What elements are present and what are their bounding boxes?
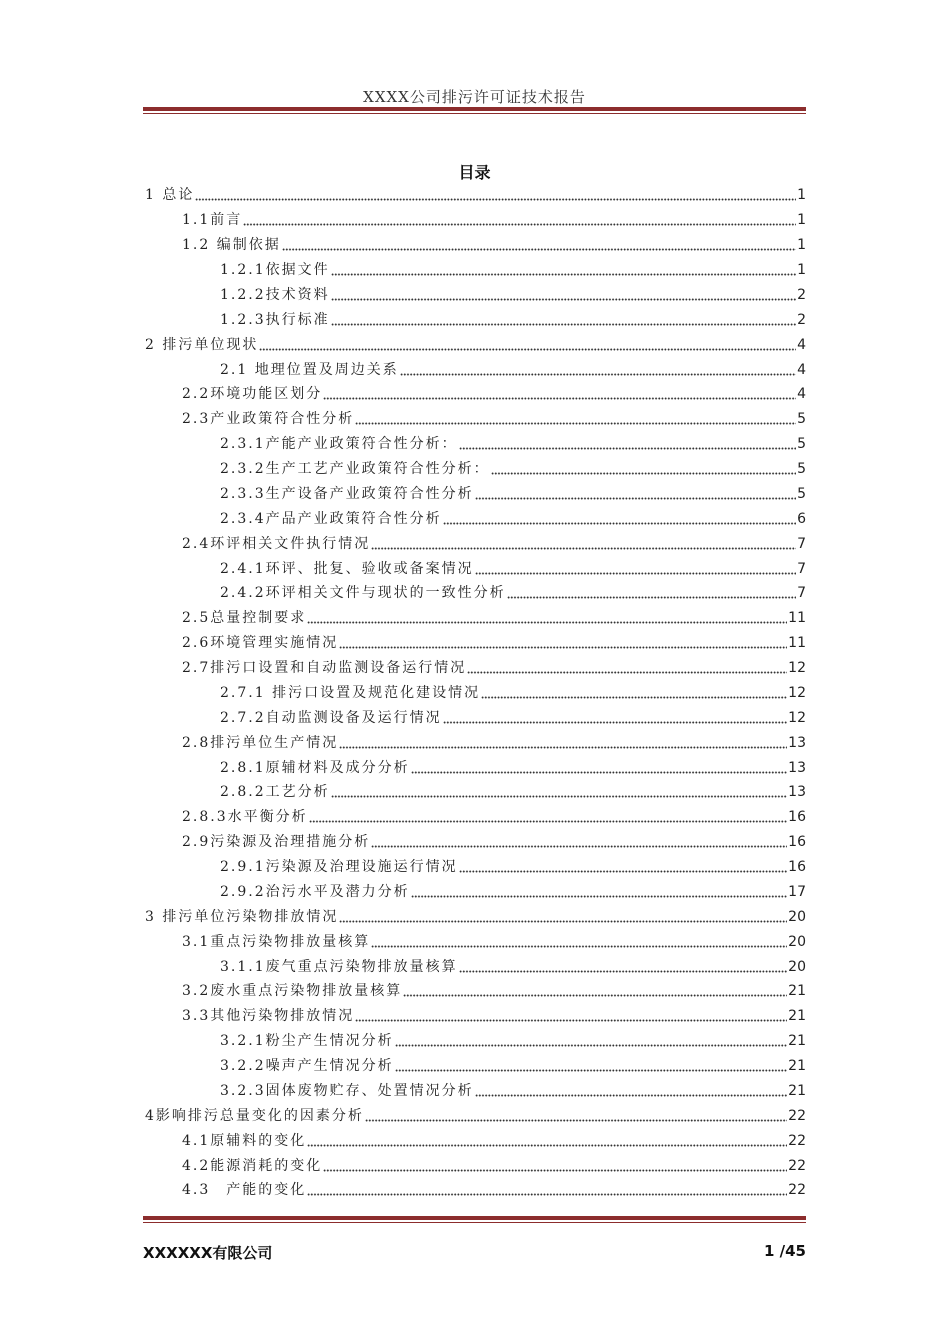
toc-entry[interactable] (145, 432, 806, 457)
toc-dot-leader (309, 811, 788, 823)
toc-entry[interactable] (145, 531, 806, 556)
toc-dot-leader (323, 1160, 787, 1172)
toc-dot-leader (282, 239, 796, 251)
toc-dot-leader (339, 637, 787, 649)
footer-page-number: 1 /45 (763, 1242, 806, 1260)
toc-entry[interactable] (145, 581, 806, 606)
toc-entry-label: 1.2.3执行标准 (220, 311, 330, 328)
toc-entry-page-number: 13 (788, 784, 806, 801)
toc-entry-page-number: 12 (788, 660, 806, 677)
toc-dot-leader (491, 463, 796, 475)
toc-entry-label: 2.7.2自动监测设备及运行情况 (220, 709, 442, 726)
toc-dot-leader (443, 513, 796, 525)
toc-entry[interactable] (145, 1054, 806, 1079)
toc-entry-page-number: 22 (788, 1157, 806, 1174)
toc-entry-page-number: 1 (797, 187, 806, 204)
toc-dot-leader (395, 1060, 788, 1072)
toc-entry-label: 2.3产业政策符合性分析 (182, 411, 355, 428)
toc-entry-label: 2.3.4产品产业政策符合性分析 (220, 510, 442, 527)
toc-entry-label: 2.7.1 排污口设置及规范化建设情况 (220, 684, 481, 701)
toc-dot-leader (443, 712, 788, 724)
toc-entry-page-number: 20 (788, 958, 806, 975)
toc-entry-page-number: 21 (788, 1033, 806, 1050)
toc-dot-leader (355, 413, 796, 425)
toc-entry-label: 1 总论 (145, 187, 195, 204)
toc-entry-page-number: 5 (797, 436, 806, 453)
toc-entry-page-number: 1 (797, 237, 806, 254)
toc-dot-leader (355, 1010, 787, 1022)
toc-entry-page-number: 5 (797, 485, 806, 502)
toc-entry-label: 1.2.1依据文件 (220, 262, 330, 279)
toc-entry[interactable] (145, 506, 806, 531)
toc-entry-page-number: 7 (797, 560, 806, 577)
toc-entry-page-number: 20 (788, 908, 806, 925)
toc-entry-page-number: 5 (797, 461, 806, 478)
toc-dot-leader (475, 563, 796, 575)
toc-entry[interactable] (145, 705, 806, 730)
toc-entry[interactable] (145, 208, 806, 233)
toc-entry[interactable] (145, 283, 806, 308)
toc-dot-leader (371, 836, 787, 848)
toc-entry[interactable] (145, 482, 806, 507)
toc-dot-leader (411, 886, 788, 898)
toc-dot-leader (331, 314, 796, 326)
toc-entry-page-number: 2 (797, 311, 806, 328)
toc-entry[interactable] (145, 233, 806, 258)
toc-entry[interactable] (145, 954, 806, 979)
toc-entry[interactable] (145, 382, 806, 407)
toc-entry[interactable] (145, 1178, 806, 1203)
toc-entry[interactable] (145, 656, 806, 681)
toc-dot-leader (475, 1085, 788, 1097)
toc-dot-leader (323, 388, 796, 400)
toc-dot-leader (307, 1184, 787, 1196)
toc-entry-page-number: 20 (788, 933, 806, 950)
toc-entry[interactable] (145, 631, 806, 656)
toc-entry-page-number: 21 (788, 1082, 806, 1099)
toc-entry-label: 2.9.1污染源及治理设施运行情况 (220, 859, 458, 876)
toc-entry-label: 3.3其他污染物排放情况 (182, 1008, 355, 1025)
toc-entry-page-number: 4 (797, 361, 806, 378)
toc-entry[interactable] (145, 307, 806, 332)
toc-entry-label: 3.2.2噪声产生情况分析 (220, 1058, 394, 1075)
toc-dot-leader (259, 339, 796, 351)
toc-dot-leader (195, 189, 796, 201)
toc-entry-label: 3 排污单位污染物排放情况 (145, 908, 339, 925)
toc-entry-page-number: 16 (788, 809, 806, 826)
toc-title: 目录 (458, 163, 491, 182)
toc-entry[interactable] (145, 830, 806, 855)
toc-entry-page-number: 6 (797, 510, 806, 527)
toc-entry-label: 3.1.1废气重点污染物排放量核算 (220, 958, 458, 975)
toc-entry-page-number: 13 (788, 734, 806, 751)
toc-dot-leader (403, 985, 787, 997)
toc-entry-label: 2.4.2环评相关文件与现状的一致性分析 (220, 585, 506, 602)
toc-entry-page-number: 17 (788, 883, 806, 900)
toc-dot-leader (331, 786, 788, 798)
toc-entry-label: 2.8.3水平衡分析 (182, 809, 308, 826)
toc-entry[interactable] (145, 1029, 806, 1054)
toc-dot-leader (395, 1035, 788, 1047)
toc-entry-page-number: 1 (797, 262, 806, 279)
toc-entry[interactable] (145, 979, 806, 1004)
toc-dot-leader (475, 488, 796, 500)
toc-entry-label: 2.8.1原辅材料及成分分析 (220, 759, 410, 776)
toc-entry-page-number: 22 (788, 1182, 806, 1199)
toc-entry[interactable] (145, 357, 806, 382)
toc-entry-label: 2.8排污单位生产情况 (182, 734, 339, 751)
toc-dot-leader (467, 662, 787, 674)
toc-entry[interactable] (145, 1103, 806, 1128)
toc-entry[interactable] (145, 183, 806, 208)
page-header-title: XXXX公司排污许可证技术报告 (363, 88, 586, 106)
toc-entry[interactable] (145, 681, 806, 706)
toc-dot-leader (371, 538, 796, 550)
toc-entry-page-number: 7 (797, 535, 806, 552)
toc-entry-label: 2.2环境功能区划分 (182, 386, 323, 403)
toc-entry-label: 4.3 产能的变化 (182, 1182, 307, 1199)
toc-entry[interactable] (145, 904, 806, 929)
toc-entry[interactable] (145, 1153, 806, 1178)
toc-entry-label: 4.1原辅料的变化 (182, 1132, 307, 1149)
toc-dot-leader (365, 1110, 787, 1122)
toc-dot-leader (459, 861, 788, 873)
toc-entry[interactable] (145, 730, 806, 755)
toc-entry[interactable] (145, 880, 806, 905)
toc-entry[interactable] (145, 407, 806, 432)
footer-divider-thin-line (143, 1222, 806, 1223)
toc-entry-label: 2 排污单位现状 (145, 336, 259, 353)
toc-entry-page-number: 11 (788, 635, 806, 652)
toc-entry[interactable] (145, 1128, 806, 1153)
toc-entry[interactable] (145, 929, 806, 954)
toc-entry[interactable] (145, 556, 806, 581)
toc-entry[interactable] (145, 606, 806, 631)
toc-entry-page-number: 5 (797, 411, 806, 428)
toc-entry-label: 3.2废水重点污染物排放量核算 (182, 983, 403, 1000)
table-of-contents (145, 183, 806, 1203)
toc-entry-page-number: 13 (788, 759, 806, 776)
toc-entry-label: 3.2.1粉尘产生情况分析 (220, 1033, 394, 1050)
toc-entry-label: 4影响排污总量变化的因素分析 (145, 1107, 364, 1124)
toc-entry[interactable] (145, 1079, 806, 1104)
toc-dot-leader (459, 961, 788, 973)
toc-entry-page-number: 4 (797, 386, 806, 403)
toc-dot-leader (459, 438, 796, 450)
toc-entry[interactable] (145, 332, 806, 357)
footer-company-name: XXXXXX有限公司 (143, 1244, 273, 1262)
toc-entry-label: 3.1重点污染物排放量核算 (182, 933, 371, 950)
toc-entry-page-number: 1 (797, 212, 806, 229)
toc-entry-label: 2.9.2治污水平及潜力分析 (220, 883, 410, 900)
footer-divider (143, 1216, 806, 1223)
toc-entry-label: 2.8.2工艺分析 (220, 784, 330, 801)
toc-entry-page-number: 21 (788, 1008, 806, 1025)
toc-dot-leader (307, 1135, 787, 1147)
toc-entry-page-number: 16 (788, 834, 806, 851)
toc-entry-label: 1.2.2技术资料 (220, 286, 330, 303)
toc-entry-page-number: 11 (788, 610, 806, 627)
toc-entry-label: 2.5总量控制要求 (182, 610, 307, 627)
toc-dot-leader (411, 762, 788, 774)
header-divider-thin-line (143, 113, 806, 114)
toc-entry-label: 2.4.1环评、批复、验收或备案情况 (220, 560, 474, 577)
toc-entry-page-number: 7 (797, 585, 806, 602)
toc-dot-leader (371, 936, 787, 948)
toc-dot-leader (243, 214, 796, 226)
toc-entry-page-number: 21 (788, 1058, 806, 1075)
toc-entry-page-number: 12 (788, 684, 806, 701)
toc-entry-page-number: 4 (797, 336, 806, 353)
toc-entry-page-number: 21 (788, 983, 806, 1000)
toc-entry[interactable] (145, 805, 806, 830)
toc-entry-label: 2.9污染源及治理措施分析 (182, 834, 371, 851)
header-divider (143, 107, 806, 114)
toc-entry-page-number: 12 (788, 709, 806, 726)
toc-entry[interactable] (145, 258, 806, 283)
toc-entry-label: 3.2.3固体废物贮存、处置情况分析 (220, 1082, 474, 1099)
toc-entry-label: 2.7排污口设置和自动监测设备运行情况 (182, 660, 467, 677)
toc-dot-leader (400, 364, 796, 376)
toc-entry-page-number: 16 (788, 859, 806, 876)
toc-entry-label: 1.2 编制依据 (182, 237, 281, 254)
toc-entry-label: 2.3.3生产设备产业政策符合性分析 (220, 485, 474, 502)
toc-entry[interactable] (145, 1004, 806, 1029)
toc-entry-page-number: 22 (788, 1132, 806, 1149)
toc-entry-label: 4.2能源消耗的变化 (182, 1157, 323, 1174)
toc-entry[interactable] (145, 780, 806, 805)
toc-entry-label: 1.1前言 (182, 212, 243, 229)
toc-entry-label: 2.1 地理位置及周边关系 (220, 361, 399, 378)
toc-dot-leader (481, 687, 787, 699)
toc-entry[interactable] (145, 457, 806, 482)
toc-entry-label: 2.3.1产能产业政策符合性分析： (220, 436, 458, 453)
toc-entry-page-number: 22 (788, 1107, 806, 1124)
toc-entry[interactable] (145, 755, 806, 780)
toc-dot-leader (339, 911, 787, 923)
toc-entry-label: 2.3.2生产工艺产业政策符合性分析： (220, 461, 490, 478)
toc-entry[interactable] (145, 855, 806, 880)
toc-dot-leader (331, 264, 796, 276)
toc-dot-leader (339, 737, 787, 749)
toc-entry-page-number: 2 (797, 286, 806, 303)
toc-entry-label: 2.6环境管理实施情况 (182, 635, 339, 652)
toc-dot-leader (307, 612, 787, 624)
toc-dot-leader (331, 289, 796, 301)
toc-dot-leader (507, 587, 796, 599)
toc-entry-label: 2.4环评相关文件执行情况 (182, 535, 371, 552)
